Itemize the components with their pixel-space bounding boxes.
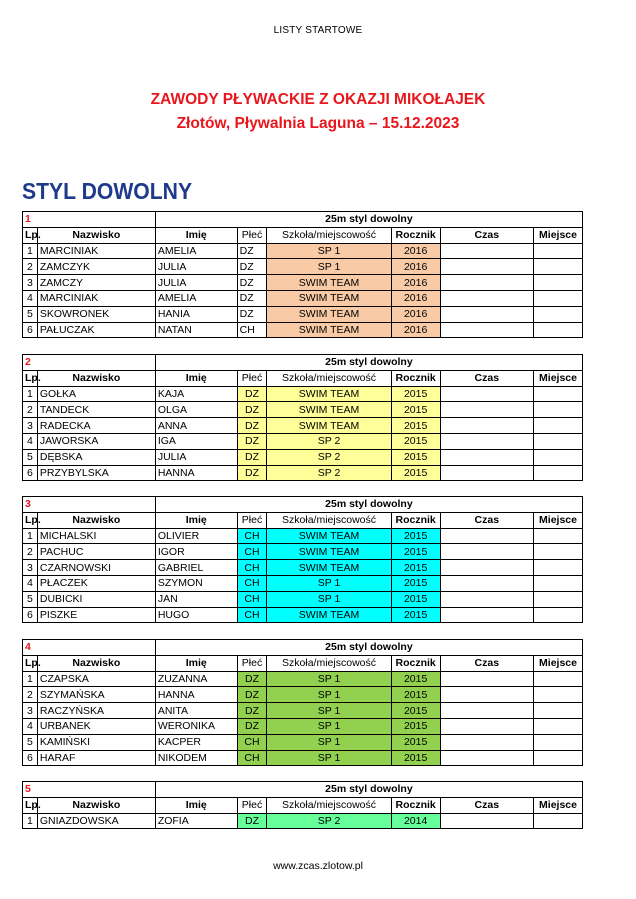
cell-nazwisko: TANDECK bbox=[37, 402, 155, 418]
table-row bbox=[23, 575, 583, 591]
group-table-5 bbox=[22, 781, 583, 829]
table-row bbox=[23, 275, 583, 291]
cell-imie: ZOFIA bbox=[155, 813, 237, 829]
column-header-imie: Imię bbox=[155, 655, 237, 671]
group-heading-row bbox=[23, 355, 583, 371]
cell-imie: WERONIKA bbox=[155, 718, 237, 734]
table-row bbox=[23, 544, 583, 560]
cell-imie: ANITA bbox=[155, 703, 237, 719]
cell-nazwisko: GNIAZDOWSKA bbox=[37, 813, 155, 829]
cell-plec: CH bbox=[237, 734, 267, 750]
cell-czas bbox=[440, 591, 534, 607]
table-row bbox=[23, 607, 583, 623]
column-header-miejsce: Miejsce bbox=[534, 227, 583, 243]
cell-lp: 4 bbox=[23, 575, 38, 591]
cell-nazwisko: MARCINIAK bbox=[37, 243, 155, 259]
cell-lp: 3 bbox=[23, 703, 38, 719]
cell-nazwisko: MARCINIAK bbox=[37, 290, 155, 306]
cell-rocznik: 2015 bbox=[391, 418, 440, 434]
group-heading-row bbox=[23, 497, 583, 513]
event-name: 25m styl dowolny bbox=[155, 497, 582, 513]
cell-czas bbox=[440, 703, 534, 719]
cell-imie: NIKODEM bbox=[155, 750, 237, 766]
cell-rocznik: 2015 bbox=[391, 703, 440, 719]
table-row bbox=[23, 591, 583, 607]
cell-rocznik: 2016 bbox=[391, 290, 440, 306]
cell-czas bbox=[440, 750, 534, 766]
table-row bbox=[23, 703, 583, 719]
event-name: 25m styl dowolny bbox=[155, 640, 582, 656]
group-number: 3 bbox=[23, 497, 156, 513]
cell-szkola: SWIM TEAM bbox=[267, 528, 391, 544]
table-row bbox=[23, 671, 583, 687]
footer-url: www.zcas.zlotow.pl bbox=[273, 860, 363, 872]
column-header-plec: Płeć bbox=[237, 797, 267, 813]
column-header-row bbox=[23, 370, 583, 386]
cell-czas bbox=[440, 386, 534, 402]
cell-imie: ZUZANNA bbox=[155, 671, 237, 687]
cell-rocznik: 2015 bbox=[391, 544, 440, 560]
cell-plec: CH bbox=[237, 575, 267, 591]
cell-szkola: SWIM TEAM bbox=[267, 418, 391, 434]
cell-lp: 1 bbox=[23, 813, 38, 829]
cell-plec: DZ bbox=[237, 243, 267, 259]
cell-imie: NATAN bbox=[155, 322, 237, 338]
column-header-czas: Czas bbox=[440, 797, 534, 813]
cell-miejsce bbox=[534, 813, 583, 829]
table-row bbox=[23, 243, 583, 259]
cell-plec: DZ bbox=[237, 418, 267, 434]
column-header-imie: Imię bbox=[155, 370, 237, 386]
column-header-row bbox=[23, 227, 583, 243]
cell-czas bbox=[440, 418, 534, 434]
table-row bbox=[23, 402, 583, 418]
cell-lp: 1 bbox=[23, 243, 38, 259]
cell-szkola: SP 1 bbox=[267, 750, 391, 766]
cell-szkola: SWIM TEAM bbox=[267, 306, 391, 322]
cell-szkola: SP 1 bbox=[267, 243, 391, 259]
table-row bbox=[23, 386, 583, 402]
group-table-4 bbox=[22, 639, 583, 766]
cell-rocznik: 2015 bbox=[391, 560, 440, 576]
cell-szkola: SWIM TEAM bbox=[267, 544, 391, 560]
cell-czas bbox=[440, 607, 534, 623]
cell-lp: 5 bbox=[23, 591, 38, 607]
cell-nazwisko: DUBICKI bbox=[37, 591, 155, 607]
cell-lp: 2 bbox=[23, 687, 38, 703]
cell-czas bbox=[440, 243, 534, 259]
cell-czas bbox=[440, 560, 534, 576]
table-row bbox=[23, 687, 583, 703]
page-title: ZAWODY PŁYWACKIE Z OKAZJI MIKOŁAJEK bbox=[150, 91, 486, 108]
group-table-1 bbox=[22, 211, 583, 338]
table-row bbox=[23, 750, 583, 766]
column-header-row bbox=[23, 797, 583, 813]
cell-plec: DZ bbox=[237, 386, 267, 402]
cell-plec: CH bbox=[237, 560, 267, 576]
cell-czas bbox=[440, 734, 534, 750]
cell-nazwisko: HARAF bbox=[37, 750, 155, 766]
cell-rocznik: 2015 bbox=[391, 750, 440, 766]
cell-lp: 6 bbox=[23, 465, 38, 481]
cell-miejsce bbox=[534, 243, 583, 259]
cell-miejsce bbox=[534, 386, 583, 402]
cell-plec: CH bbox=[237, 322, 267, 338]
cell-plec: CH bbox=[237, 544, 267, 560]
cell-czas bbox=[440, 687, 534, 703]
column-header-miejsce: Miejsce bbox=[534, 655, 583, 671]
cell-rocznik: 2015 bbox=[391, 687, 440, 703]
cell-nazwisko: PACHUC bbox=[37, 544, 155, 560]
column-header-row bbox=[23, 512, 583, 528]
cell-plec: DZ bbox=[237, 449, 267, 465]
cell-miejsce bbox=[534, 734, 583, 750]
cell-szkola: SP 1 bbox=[267, 703, 391, 719]
cell-plec: DZ bbox=[237, 718, 267, 734]
cell-nazwisko: ZAMCZY bbox=[37, 275, 155, 291]
cell-plec: DZ bbox=[237, 433, 267, 449]
column-header-row bbox=[23, 655, 583, 671]
column-header-miejsce: Miejsce bbox=[534, 797, 583, 813]
cell-plec: CH bbox=[237, 607, 267, 623]
cell-miejsce bbox=[534, 402, 583, 418]
column-header-plec: Płeć bbox=[237, 227, 267, 243]
cell-rocznik: 2015 bbox=[391, 718, 440, 734]
cell-plec: CH bbox=[237, 591, 267, 607]
cell-szkola: SP 2 bbox=[267, 813, 391, 829]
table-row bbox=[23, 433, 583, 449]
cell-imie: SZYMON bbox=[155, 575, 237, 591]
cell-czas bbox=[440, 433, 534, 449]
cell-miejsce bbox=[534, 290, 583, 306]
group-table-3 bbox=[22, 496, 583, 623]
cell-plec: DZ bbox=[237, 275, 267, 291]
cell-miejsce bbox=[534, 750, 583, 766]
column-header-rocznik: Rocznik bbox=[391, 655, 440, 671]
cell-plec: DZ bbox=[237, 671, 267, 687]
column-header-imie: Imię bbox=[155, 797, 237, 813]
column-header-lp: Lp. bbox=[23, 512, 38, 528]
column-header-imie: Imię bbox=[155, 512, 237, 528]
cell-miejsce bbox=[534, 575, 583, 591]
table-row bbox=[23, 718, 583, 734]
column-header-nazwisko: Nazwisko bbox=[37, 797, 155, 813]
event-name: 25m styl dowolny bbox=[155, 212, 582, 228]
cell-lp: 4 bbox=[23, 718, 38, 734]
cell-nazwisko: ZAMCZYK bbox=[37, 259, 155, 275]
column-header-nazwisko: Nazwisko bbox=[37, 227, 155, 243]
cell-imie: IGOR bbox=[155, 544, 237, 560]
column-header-nazwisko: Nazwisko bbox=[37, 655, 155, 671]
column-header-imie: Imię bbox=[155, 227, 237, 243]
cell-szkola: SWIM TEAM bbox=[267, 386, 391, 402]
cell-czas bbox=[440, 544, 534, 560]
cell-nazwisko: SZYMAŃSKA bbox=[37, 687, 155, 703]
cell-rocznik: 2015 bbox=[391, 734, 440, 750]
cell-miejsce bbox=[534, 544, 583, 560]
cell-plec: DZ bbox=[237, 703, 267, 719]
cell-imie: KACPER bbox=[155, 734, 237, 750]
column-header-szkola: Szkoła/miejscowość bbox=[267, 655, 391, 671]
table-row bbox=[23, 290, 583, 306]
column-header-szkola: Szkoła/miejscowość bbox=[267, 797, 391, 813]
cell-imie: OLIVIER bbox=[155, 528, 237, 544]
cell-szkola: SWIM TEAM bbox=[267, 275, 391, 291]
column-header-czas: Czas bbox=[440, 512, 534, 528]
cell-lp: 2 bbox=[23, 259, 38, 275]
cell-miejsce bbox=[534, 306, 583, 322]
cell-czas bbox=[440, 306, 534, 322]
cell-rocznik: 2015 bbox=[391, 449, 440, 465]
cell-nazwisko: PAŁUCZAK bbox=[37, 322, 155, 338]
cell-nazwisko: RACZYŃSKA bbox=[37, 703, 155, 719]
cell-szkola: SWIM TEAM bbox=[267, 402, 391, 418]
cell-czas bbox=[440, 671, 534, 687]
cell-szkola: SP 2 bbox=[267, 449, 391, 465]
column-header-czas: Czas bbox=[440, 370, 534, 386]
cell-imie: OLGA bbox=[155, 402, 237, 418]
cell-rocznik: 2016 bbox=[391, 322, 440, 338]
cell-lp: 2 bbox=[23, 402, 38, 418]
cell-czas bbox=[440, 322, 534, 338]
column-header-rocznik: Rocznik bbox=[391, 512, 440, 528]
group-number: 2 bbox=[23, 355, 156, 371]
cell-lp: 6 bbox=[23, 607, 38, 623]
cell-plec: DZ bbox=[237, 465, 267, 481]
cell-rocznik: 2014 bbox=[391, 813, 440, 829]
column-header-szkola: Szkoła/miejscowość bbox=[267, 370, 391, 386]
cell-szkola: SP 1 bbox=[267, 687, 391, 703]
cell-miejsce bbox=[534, 560, 583, 576]
cell-rocznik: 2015 bbox=[391, 386, 440, 402]
cell-szkola: SWIM TEAM bbox=[267, 290, 391, 306]
cell-imie: JULIA bbox=[155, 449, 237, 465]
table-row bbox=[23, 449, 583, 465]
column-header-plec: Płeć bbox=[237, 512, 267, 528]
cell-miejsce bbox=[534, 671, 583, 687]
group-heading-row bbox=[23, 212, 583, 228]
cell-czas bbox=[440, 528, 534, 544]
cell-miejsce bbox=[534, 433, 583, 449]
cell-miejsce bbox=[534, 465, 583, 481]
table-row bbox=[23, 418, 583, 434]
cell-imie: JAN bbox=[155, 591, 237, 607]
column-header-rocznik: Rocznik bbox=[391, 797, 440, 813]
cell-nazwisko: DĘBSKA bbox=[37, 449, 155, 465]
cell-czas bbox=[440, 275, 534, 291]
cell-nazwisko: PISZKE bbox=[37, 607, 155, 623]
page-subtitle: Złotów, Pływalnia Laguna – 15.12.2023 bbox=[176, 115, 460, 132]
event-name: 25m styl dowolny bbox=[155, 782, 582, 798]
cell-rocznik: 2015 bbox=[391, 575, 440, 591]
cell-szkola: SP 1 bbox=[267, 575, 391, 591]
column-header-plec: Płeć bbox=[237, 370, 267, 386]
cell-miejsce bbox=[534, 703, 583, 719]
cell-imie: ANNA bbox=[155, 418, 237, 434]
cell-lp: 1 bbox=[23, 528, 38, 544]
table-row bbox=[23, 465, 583, 481]
cell-plec: CH bbox=[237, 750, 267, 766]
column-header-szkola: Szkoła/miejscowość bbox=[267, 512, 391, 528]
cell-lp: 5 bbox=[23, 734, 38, 750]
cell-lp: 4 bbox=[23, 290, 38, 306]
column-header-nazwisko: Nazwisko bbox=[37, 512, 155, 528]
cell-lp: 4 bbox=[23, 433, 38, 449]
cell-rocznik: 2016 bbox=[391, 275, 440, 291]
cell-imie: HANNA bbox=[155, 687, 237, 703]
group-heading-row bbox=[23, 640, 583, 656]
cell-plec: CH bbox=[237, 528, 267, 544]
column-header-plec: Płeć bbox=[237, 655, 267, 671]
column-header-nazwisko: Nazwisko bbox=[37, 370, 155, 386]
cell-lp: 1 bbox=[23, 671, 38, 687]
cell-szkola: SWIM TEAM bbox=[267, 607, 391, 623]
cell-lp: 5 bbox=[23, 306, 38, 322]
cell-miejsce bbox=[534, 259, 583, 275]
cell-plec: DZ bbox=[237, 290, 267, 306]
cell-czas bbox=[440, 402, 534, 418]
cell-czas bbox=[440, 259, 534, 275]
column-header-lp: Lp. bbox=[23, 797, 38, 813]
cell-rocznik: 2015 bbox=[391, 591, 440, 607]
cell-rocznik: 2015 bbox=[391, 402, 440, 418]
cell-szkola: SP 1 bbox=[267, 591, 391, 607]
table-row bbox=[23, 734, 583, 750]
cell-czas bbox=[440, 449, 534, 465]
table-row bbox=[23, 560, 583, 576]
cell-miejsce bbox=[534, 687, 583, 703]
page-header: LISTY STARTOWE bbox=[273, 25, 363, 36]
cell-nazwisko: PŁACZEK bbox=[37, 575, 155, 591]
cell-rocznik: 2015 bbox=[391, 607, 440, 623]
column-header-lp: Lp. bbox=[23, 655, 38, 671]
column-header-miejsce: Miejsce bbox=[534, 512, 583, 528]
table-row bbox=[23, 528, 583, 544]
cell-plec: DZ bbox=[237, 259, 267, 275]
cell-miejsce bbox=[534, 275, 583, 291]
cell-plec: DZ bbox=[237, 306, 267, 322]
group-number: 5 bbox=[23, 782, 156, 798]
cell-lp: 5 bbox=[23, 449, 38, 465]
cell-plec: DZ bbox=[237, 402, 267, 418]
cell-lp: 3 bbox=[23, 560, 38, 576]
group-number: 4 bbox=[23, 640, 156, 656]
table-row bbox=[23, 813, 583, 829]
column-header-miejsce: Miejsce bbox=[534, 370, 583, 386]
cell-lp: 1 bbox=[23, 386, 38, 402]
cell-imie: AMELIA bbox=[155, 290, 237, 306]
cell-rocznik: 2015 bbox=[391, 671, 440, 687]
cell-szkola: SP 1 bbox=[267, 734, 391, 750]
section-title: STYL DOWOLNY bbox=[22, 178, 193, 204]
cell-szkola: SP 1 bbox=[267, 671, 391, 687]
cell-szkola: SP 2 bbox=[267, 465, 391, 481]
column-header-czas: Czas bbox=[440, 655, 534, 671]
cell-imie: IGA bbox=[155, 433, 237, 449]
cell-nazwisko: PRZYBYLSKA bbox=[37, 465, 155, 481]
cell-imie: GABRIEL bbox=[155, 560, 237, 576]
cell-czas bbox=[440, 718, 534, 734]
cell-plec: DZ bbox=[237, 813, 267, 829]
cell-szkola: SWIM TEAM bbox=[267, 322, 391, 338]
group-table-2 bbox=[22, 354, 583, 481]
cell-szkola: SWIM TEAM bbox=[267, 560, 391, 576]
cell-nazwisko: URBANEK bbox=[37, 718, 155, 734]
cell-rocznik: 2016 bbox=[391, 243, 440, 259]
cell-nazwisko: GOŁKA bbox=[37, 386, 155, 402]
cell-nazwisko: JAWORSKA bbox=[37, 433, 155, 449]
cell-imie: JULIA bbox=[155, 275, 237, 291]
column-header-rocznik: Rocznik bbox=[391, 370, 440, 386]
group-number: 1 bbox=[23, 212, 156, 228]
table-row bbox=[23, 322, 583, 338]
cell-szkola: SP 1 bbox=[267, 259, 391, 275]
cell-imie: KAJA bbox=[155, 386, 237, 402]
cell-nazwisko: SKOWRONEK bbox=[37, 306, 155, 322]
cell-nazwisko: RADECKA bbox=[37, 418, 155, 434]
cell-miejsce bbox=[534, 322, 583, 338]
cell-rocznik: 2015 bbox=[391, 528, 440, 544]
cell-miejsce bbox=[534, 718, 583, 734]
group-heading-row bbox=[23, 782, 583, 798]
cell-rocznik: 2015 bbox=[391, 465, 440, 481]
cell-lp: 2 bbox=[23, 544, 38, 560]
cell-lp: 3 bbox=[23, 418, 38, 434]
cell-imie: HUGO bbox=[155, 607, 237, 623]
column-header-lp: Lp. bbox=[23, 227, 38, 243]
cell-czas bbox=[440, 290, 534, 306]
cell-nazwisko: CZAPSKA bbox=[37, 671, 155, 687]
event-name: 25m styl dowolny bbox=[155, 355, 582, 371]
column-header-czas: Czas bbox=[440, 227, 534, 243]
cell-miejsce bbox=[534, 607, 583, 623]
cell-miejsce bbox=[534, 418, 583, 434]
cell-rocznik: 2016 bbox=[391, 259, 440, 275]
cell-rocznik: 2016 bbox=[391, 306, 440, 322]
cell-plec: DZ bbox=[237, 687, 267, 703]
cell-imie: AMELIA bbox=[155, 243, 237, 259]
cell-miejsce bbox=[534, 528, 583, 544]
column-header-szkola: Szkoła/miejscowość bbox=[267, 227, 391, 243]
table-row bbox=[23, 306, 583, 322]
table-row bbox=[23, 259, 583, 275]
cell-nazwisko: KAMIŃSKI bbox=[37, 734, 155, 750]
cell-szkola: SP 1 bbox=[267, 718, 391, 734]
cell-rocznik: 2015 bbox=[391, 433, 440, 449]
cell-imie: HANNA bbox=[155, 465, 237, 481]
cell-czas bbox=[440, 575, 534, 591]
cell-imie: JULIA bbox=[155, 259, 237, 275]
column-header-rocznik: Rocznik bbox=[391, 227, 440, 243]
cell-lp: 6 bbox=[23, 750, 38, 766]
cell-imie: HANIA bbox=[155, 306, 237, 322]
cell-lp: 3 bbox=[23, 275, 38, 291]
column-header-lp: Lp. bbox=[23, 370, 38, 386]
cell-nazwisko: CZARNOWSKI bbox=[37, 560, 155, 576]
cell-czas bbox=[440, 465, 534, 481]
cell-miejsce bbox=[534, 591, 583, 607]
cell-miejsce bbox=[534, 449, 583, 465]
cell-lp: 6 bbox=[23, 322, 38, 338]
cell-czas bbox=[440, 813, 534, 829]
cell-szkola: SP 2 bbox=[267, 433, 391, 449]
cell-nazwisko: MICHALSKI bbox=[37, 528, 155, 544]
